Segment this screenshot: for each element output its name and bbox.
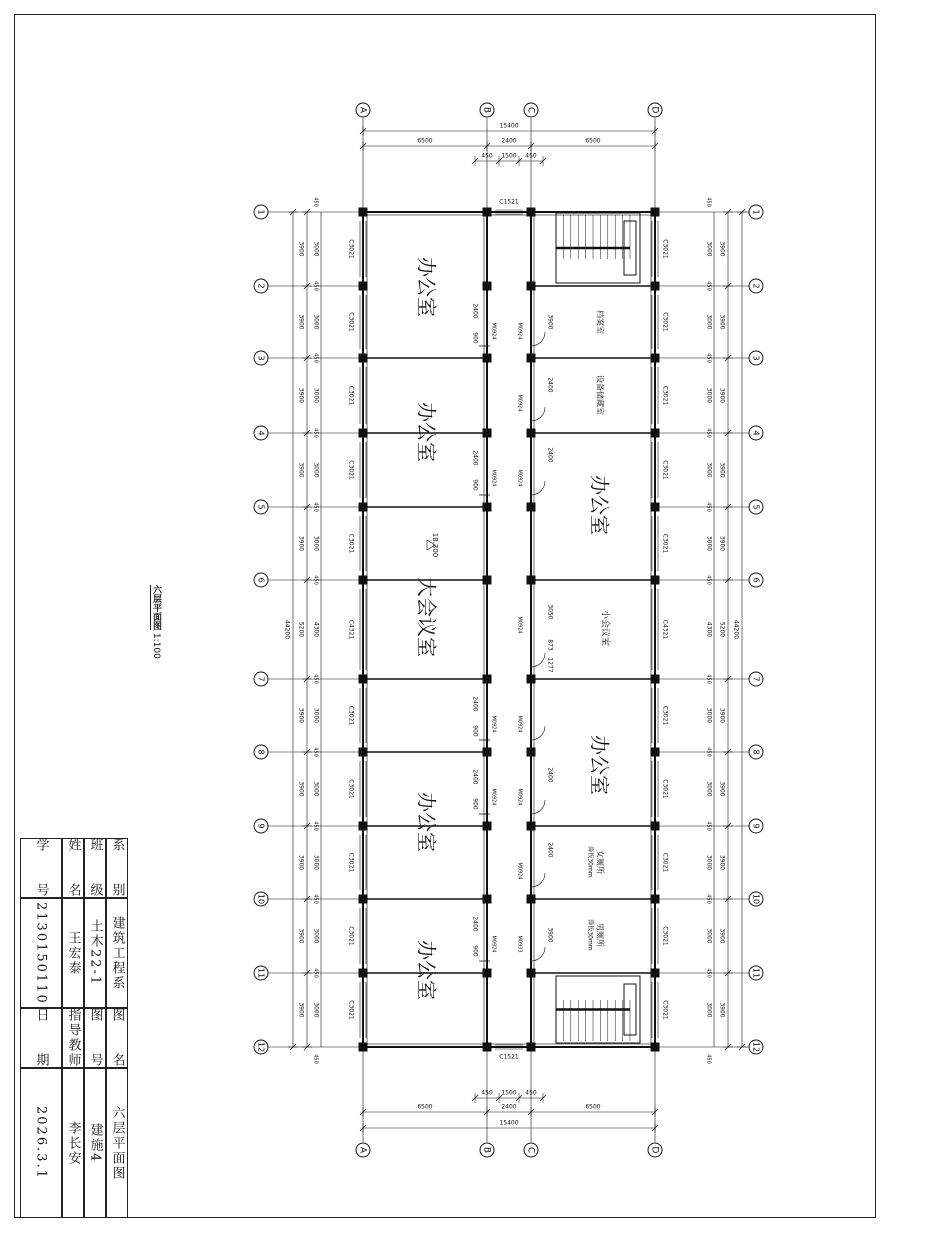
dim-left-window-text: 3000	[312, 387, 320, 404]
tb-teacher-value: 李长安	[62, 1068, 84, 1218]
dim-meeting-small: 3050	[546, 604, 554, 620]
tb-id-value: 2130150110	[20, 898, 62, 1008]
column	[527, 675, 535, 683]
dim-bot-bays-text: 6500	[585, 1103, 601, 1111]
tb-class-value: 土木22-1	[84, 898, 106, 1008]
dim-left-pier-text: 450	[312, 894, 319, 904]
dim-left-pier-text: 450	[312, 575, 319, 585]
door-dim-west: 2400	[471, 769, 479, 785]
window-label-E: C3021	[661, 312, 669, 332]
axis-label-C-top: C	[525, 106, 536, 114]
dim-left-bays-text: 3900	[297, 1002, 305, 1018]
dim-left-pier-end: 450	[312, 197, 319, 207]
column	[527, 503, 535, 511]
window-label-E: C3021	[661, 705, 669, 726]
dim-right-pier-text: 450	[705, 747, 712, 757]
axis-label-9-left: 9	[256, 823, 266, 829]
dim-right-window-text: 3000	[705, 1002, 713, 1018]
dim-right-bays-text: 3900	[718, 241, 726, 257]
dim-left-window-text: 3000	[312, 462, 320, 478]
column	[651, 748, 659, 756]
tb-drawing-no-label: 图 号	[84, 1008, 106, 1068]
axis-label-4-left: 4	[256, 430, 266, 436]
room-office-east-4: 办公室	[587, 475, 612, 535]
column	[359, 675, 367, 683]
axis-label-12-left: 12	[256, 1041, 266, 1053]
column	[483, 208, 491, 216]
door-swing-east	[531, 873, 545, 887]
axis-label-B-bottom: B	[481, 1146, 492, 1154]
drawing-scale: 1:100	[151, 632, 161, 659]
door-label-east: M0924	[516, 616, 523, 634]
column	[359, 208, 367, 216]
dim-left-bays-text: 3900	[297, 781, 305, 797]
dim-right-bays-text: 3900	[718, 854, 726, 871]
door-swing-east	[531, 653, 545, 667]
window-label-E: C3021	[661, 779, 669, 799]
door-dim-west: 2400	[471, 696, 479, 712]
column	[483, 1043, 491, 1051]
dim-left-bays-text: 3900	[297, 241, 305, 257]
dim-right-window-text: 3000	[705, 387, 713, 404]
door-label-west: M0924	[490, 469, 497, 487]
dim-left-pier-text: 450	[312, 674, 319, 684]
column	[651, 1043, 659, 1051]
dim-left-overall-text: 44200	[283, 619, 291, 640]
column	[527, 576, 535, 584]
dim-meeting-small-b: 873	[546, 639, 554, 651]
axis-label-D-top: D	[649, 106, 660, 114]
axis-label-10-left: 10	[256, 893, 266, 905]
dim-office-e: 2400	[546, 447, 554, 463]
dim-wc-f: 2400	[546, 842, 554, 858]
column	[483, 503, 491, 511]
door-label-west: M0924	[490, 788, 497, 806]
dim-right-pier-text: 450	[705, 575, 712, 585]
axis-label-3-left: 3	[256, 355, 266, 361]
column	[483, 675, 491, 683]
axis-label-7-left: 7	[256, 676, 266, 682]
column	[483, 282, 491, 290]
dim-office-e7: 2400	[546, 767, 554, 783]
room-archive: 档案室	[595, 310, 605, 334]
column	[527, 208, 535, 216]
dim-left-bays-text: 3900	[297, 387, 305, 404]
window-label-E: C3021	[661, 852, 669, 873]
door-dim-west: 2400	[471, 916, 479, 932]
door-dim-west: 900	[471, 332, 479, 344]
axis-label-7-right: 7	[751, 676, 761, 682]
door-swing-east	[531, 947, 545, 961]
window-label-W: C3021	[347, 705, 355, 726]
window-label-E: C3021	[661, 239, 669, 259]
door-dim-west: 900	[471, 725, 479, 737]
dim-left-pier-text: 450	[312, 502, 319, 512]
axis-label-1-left: 1	[256, 209, 266, 215]
window-label-W: C3021	[347, 533, 355, 554]
dim-right-window-text: 3000	[705, 707, 713, 724]
room-office-8: 办公室	[414, 792, 439, 852]
dim-left-pier-end: 450	[312, 1054, 319, 1064]
dim-left-bays-text: 3900	[297, 854, 305, 871]
dim-wc-m: 3900	[546, 927, 554, 943]
dim-left-pier-text: 450	[312, 428, 319, 438]
dim-bot-overall-text: 15400	[499, 1119, 519, 1127]
dim-bot-bays-text: 6500	[417, 1103, 433, 1111]
column	[483, 822, 491, 830]
dim-right-window-text: 3000	[705, 854, 713, 871]
dim-right-window-text: 3000	[705, 928, 713, 944]
window-label-E: C3021	[661, 385, 669, 406]
window-label-E: C3021	[661, 460, 669, 480]
column	[359, 282, 367, 290]
column	[359, 429, 367, 437]
door-label-east: M0924	[516, 469, 523, 487]
tb-name-value: 王宏泰	[62, 898, 84, 1008]
axis-label-11-left: 11	[256, 967, 266, 979]
dim-right-window-text: 3000	[705, 535, 713, 552]
dim-right-bays-text: 5200	[718, 621, 726, 638]
tb-drawing-name-value: 六层平面图	[106, 1068, 128, 1218]
dim-top-bays-text: 6500	[417, 137, 433, 145]
tb-id-label: 学 号	[20, 838, 62, 898]
column	[527, 282, 535, 290]
dim-left-pier-text: 450	[312, 821, 319, 831]
dim-right-window-text: 3000	[705, 781, 713, 797]
dim-right-pier-text: 450	[705, 502, 712, 512]
column	[527, 895, 535, 903]
dim-left-window-text: 3000	[312, 928, 320, 944]
door-label-east: M0924	[516, 862, 523, 880]
room-wc-male-note: 降板30mm	[586, 919, 594, 951]
axis-label-12-right: 12	[751, 1041, 761, 1053]
end-window-label: C1521	[499, 1053, 519, 1061]
door-dim-west: 2400	[471, 450, 479, 466]
dim-right-bays-text: 3900	[718, 314, 726, 330]
room-office-3: 办公室	[414, 402, 439, 462]
axis-label-2-left: 2	[256, 283, 266, 289]
dim-left-pier-text: 450	[312, 747, 319, 757]
dim-left-bays-text: 5200	[297, 621, 305, 638]
dim-equip: 2400	[546, 377, 554, 393]
dim-right-bays-text: 3900	[718, 928, 726, 944]
column	[359, 503, 367, 511]
tb-name-label: 姓 名	[62, 838, 84, 898]
dim-right-pier-text: 450	[705, 968, 712, 978]
tb-class-label: 班 级	[84, 838, 106, 898]
window-label-W: C3021	[347, 852, 355, 873]
dim-bot-bays-text: 2400	[501, 1103, 517, 1111]
dim-right-pier-end: 450	[705, 1054, 712, 1064]
room-office-east-7: 办公室	[587, 735, 612, 795]
door-label-east: M0924	[516, 394, 523, 412]
column	[359, 969, 367, 977]
axis-label-6-right: 6	[751, 577, 761, 583]
column	[483, 576, 491, 584]
room-wc-female-note: 降板30mm	[586, 846, 594, 878]
dim-left-bays-text: 3900	[297, 928, 305, 944]
dim-top-bays-text: 2400	[501, 137, 517, 145]
dim-left-window-text: 3000	[312, 241, 320, 257]
door-label-east: M0924	[516, 715, 523, 733]
axis-label-A-bottom: A	[357, 1146, 368, 1154]
axis-label-1-right: 1	[751, 209, 761, 215]
column	[527, 429, 535, 437]
window-label-W: C3021	[347, 779, 355, 799]
dim-right-window-text: 3000	[705, 314, 713, 330]
dim-right-overall-text: 44200	[732, 619, 740, 640]
axis-label-3-right: 3	[751, 355, 761, 361]
dim-right-bays-text: 3900	[718, 781, 726, 797]
axis-label-6-left: 6	[256, 577, 266, 583]
dim-right-pier-end: 450	[705, 197, 712, 207]
column	[483, 748, 491, 756]
dim-left-bays-text: 3900	[297, 462, 305, 478]
room-wc-female: 女厕所	[595, 850, 605, 874]
axis-label-D-bottom: D	[649, 1146, 660, 1154]
window-label-E: C3021	[661, 533, 669, 554]
dim-left-window-text: 4300	[312, 621, 320, 638]
door-label-west: M0924	[490, 935, 497, 953]
axis-label-4-right: 4	[751, 430, 761, 436]
axis-label-10-right: 10	[751, 893, 761, 905]
dim-top-corridor-text: 450	[525, 152, 537, 160]
dim-left-pier-text: 450	[312, 281, 319, 291]
column	[483, 895, 491, 903]
drawing-title	[150, 585, 163, 659]
door-label-west: M0924	[490, 322, 497, 340]
window-label-W: C3021	[347, 312, 355, 332]
dim-right-bays-text: 3900	[718, 535, 726, 552]
axis-label-A-top: A	[357, 106, 368, 114]
column	[527, 354, 535, 362]
door-swing-east	[531, 407, 545, 421]
column	[651, 969, 659, 977]
column	[359, 576, 367, 584]
window-label-W: C3021	[347, 460, 355, 480]
tb-date-label: 日 期	[20, 1008, 62, 1068]
tb-drawing-no-value: 建施4	[84, 1068, 106, 1218]
dim-top-corridor-text: 450	[481, 152, 493, 160]
column	[483, 969, 491, 977]
dim-top-corridor-text: 1500	[501, 152, 517, 160]
window-label-W: C3021	[347, 926, 355, 946]
dim-top-bays-text: 6500	[585, 137, 601, 145]
column	[359, 822, 367, 830]
tb-dept-value: 建筑工程系	[106, 898, 128, 1008]
dim-left-bays-text: 3900	[297, 707, 305, 724]
dim-right-bays-text: 3900	[718, 462, 726, 478]
room-office-10: 办公室	[414, 940, 439, 1000]
door-label-east: M0933	[516, 935, 523, 953]
column	[359, 1043, 367, 1051]
door-dim-west: 900	[471, 945, 479, 957]
dim-right-bays-text: 3900	[718, 1002, 726, 1018]
door-dim-west: 900	[471, 479, 479, 491]
column	[651, 208, 659, 216]
axis-label-C-bottom: C	[525, 1146, 536, 1154]
dim-archive: 3900	[546, 314, 554, 330]
window-label-W: C4321	[347, 619, 355, 640]
axis-label-11-right: 11	[751, 967, 761, 979]
dim-right-bays-text: 3900	[718, 387, 726, 404]
door-swing-east	[531, 800, 545, 814]
door-dim-west: 2400	[471, 303, 479, 319]
end-window-label: C1521	[499, 198, 519, 206]
dim-left-window-text: 3000	[312, 707, 320, 724]
tb-dept-label: 系 别	[106, 838, 128, 898]
column	[527, 969, 535, 977]
tb-date-value: 2026.3.1	[20, 1068, 62, 1218]
column	[651, 429, 659, 437]
column	[483, 354, 491, 362]
room-wc-male: 男厕所	[595, 923, 605, 947]
axis-label-8-right: 8	[751, 749, 761, 755]
axis-label-5-right: 5	[751, 504, 761, 510]
column	[651, 675, 659, 683]
dim-right-window-text: 3000	[705, 462, 713, 478]
dim-right-pier-text: 450	[705, 821, 712, 831]
axis-label-8-left: 8	[256, 749, 266, 755]
dim-right-window-text: 3000	[705, 241, 713, 257]
dim-bot-corridor-text: 1500	[501, 1089, 517, 1097]
window-label-E: C3021	[661, 1000, 669, 1020]
axis-label-9-right: 9	[751, 823, 761, 829]
column	[651, 576, 659, 584]
dim-left-pier-text: 450	[312, 353, 319, 363]
door-dim-west: 900	[471, 798, 479, 810]
column	[651, 354, 659, 362]
tb-teacher-label: 指导教师	[62, 1008, 84, 1068]
dim-left-bays-text: 3900	[297, 535, 305, 552]
door-swing-east	[531, 332, 545, 346]
title-block	[20, 838, 128, 1218]
room-office-1: 办公室	[414, 257, 439, 317]
door-swing-east	[531, 726, 545, 740]
door-label-east: M0924	[516, 322, 523, 340]
column	[359, 354, 367, 362]
door-label-east: M0924	[516, 788, 523, 806]
dim-left-window-text: 3000	[312, 1002, 320, 1018]
dim-right-pier-text: 450	[705, 428, 712, 438]
dim-bot-corridor-text: 450	[525, 1089, 537, 1097]
dim-left-pier-text: 450	[312, 968, 319, 978]
dim-top-overall-text: 15400	[499, 122, 519, 130]
dim-right-window-text: 4300	[705, 621, 713, 638]
room-meeting-small: 小会议室	[599, 609, 610, 647]
window-label-E: C3021	[661, 926, 669, 946]
outer-wall	[363, 212, 655, 1047]
window-label-W: C3021	[347, 385, 355, 406]
column	[527, 822, 535, 830]
column	[527, 1043, 535, 1051]
column	[359, 895, 367, 903]
dim-left-window-text: 3000	[312, 535, 320, 552]
axis-label-5-left: 5	[256, 504, 266, 510]
column	[483, 429, 491, 437]
dim-left-window-text: 3000	[312, 781, 320, 797]
door-label-west: M0924	[490, 715, 497, 733]
dim-left-bays-text: 3900	[297, 314, 305, 330]
door-swing-east	[531, 481, 545, 495]
axis-label-2-right: 2	[751, 283, 761, 289]
dim-right-pier-text: 450	[705, 674, 712, 684]
dim-left-window-text: 3000	[312, 854, 320, 871]
dim-right-pier-text: 450	[705, 894, 712, 904]
room-equipment: 设备储藏室	[595, 375, 605, 415]
window-label-W: C3021	[347, 1000, 355, 1020]
window-label-W: C3021	[347, 239, 355, 259]
dim-left-window-text: 3000	[312, 314, 320, 330]
column	[651, 895, 659, 903]
column	[359, 748, 367, 756]
dim-right-bays-text: 3900	[718, 707, 726, 724]
column	[651, 822, 659, 830]
column	[651, 503, 659, 511]
room-meeting-large: 大会议室	[414, 577, 439, 657]
dim-meeting-small-c: 1277	[546, 657, 554, 673]
dim-bot-corridor-text: 450	[481, 1089, 493, 1097]
dim-right-pier-text: 450	[705, 281, 712, 291]
column	[527, 748, 535, 756]
drawing-title-text: 六层平面图	[151, 585, 161, 630]
window-label-E: C4321	[661, 619, 669, 640]
dim-right-pier-text: 450	[705, 353, 712, 363]
column	[651, 282, 659, 290]
axis-label-B-top: B	[481, 106, 492, 114]
elevation-mark: 18.300	[431, 532, 439, 558]
tb-drawing-name-label: 图 名	[106, 1008, 128, 1068]
